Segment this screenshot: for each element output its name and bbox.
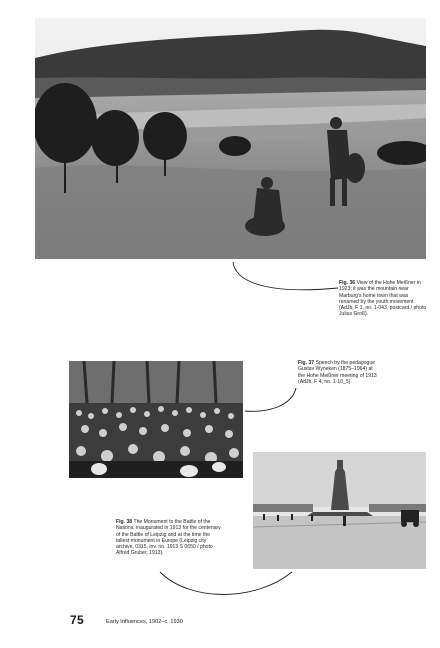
page-number: 75 bbox=[70, 613, 84, 627]
photo-hohe-meissner-landscape bbox=[35, 18, 426, 259]
photo-wyneken-speech-crowd bbox=[69, 361, 243, 478]
caption-fig-36-label: Fig. 36 bbox=[339, 280, 356, 286]
caption-fig-38-text: The Monument to the Battle of the Nations, inaugurated in 1913 for the centenary of the Battle of Leipzig and at the time the tallest monument in Europe (Leipzig city archive, 0315, inv. no. 1913 S 0650 / photo Alfred Gruber, 1913). bbox=[116, 519, 221, 557]
caption-fig-37-text: Speech by the pedagogue Gustav Wyneken (1875–1964) at the Hohe Meißner meeting of 1913 (AdJb, F 4, no. 1-10_5). bbox=[298, 360, 377, 385]
caption-fig-38 bbox=[116, 519, 224, 557]
connector-fig37 bbox=[245, 388, 296, 411]
connector-fig38 bbox=[160, 572, 292, 595]
caption-fig-37 bbox=[298, 360, 378, 385]
caption-fig-36-text: View of the Hohe Meißner in 1923; it was the mountain near Marburg's home town that was renamed by the youth movement (AdJb, F 1, no. 1-043, postcard / photo Julius Groß). bbox=[339, 280, 427, 318]
caption-fig-36 bbox=[339, 280, 429, 318]
caption-fig-38-label: Fig. 38 bbox=[116, 519, 133, 525]
running-head: Early Influences, 1902–c. 1930 bbox=[106, 619, 183, 625]
caption-fig-37-label: Fig. 37 bbox=[298, 360, 315, 366]
connector-fig36 bbox=[233, 262, 338, 290]
photo-battle-of-nations-monument bbox=[253, 452, 426, 569]
